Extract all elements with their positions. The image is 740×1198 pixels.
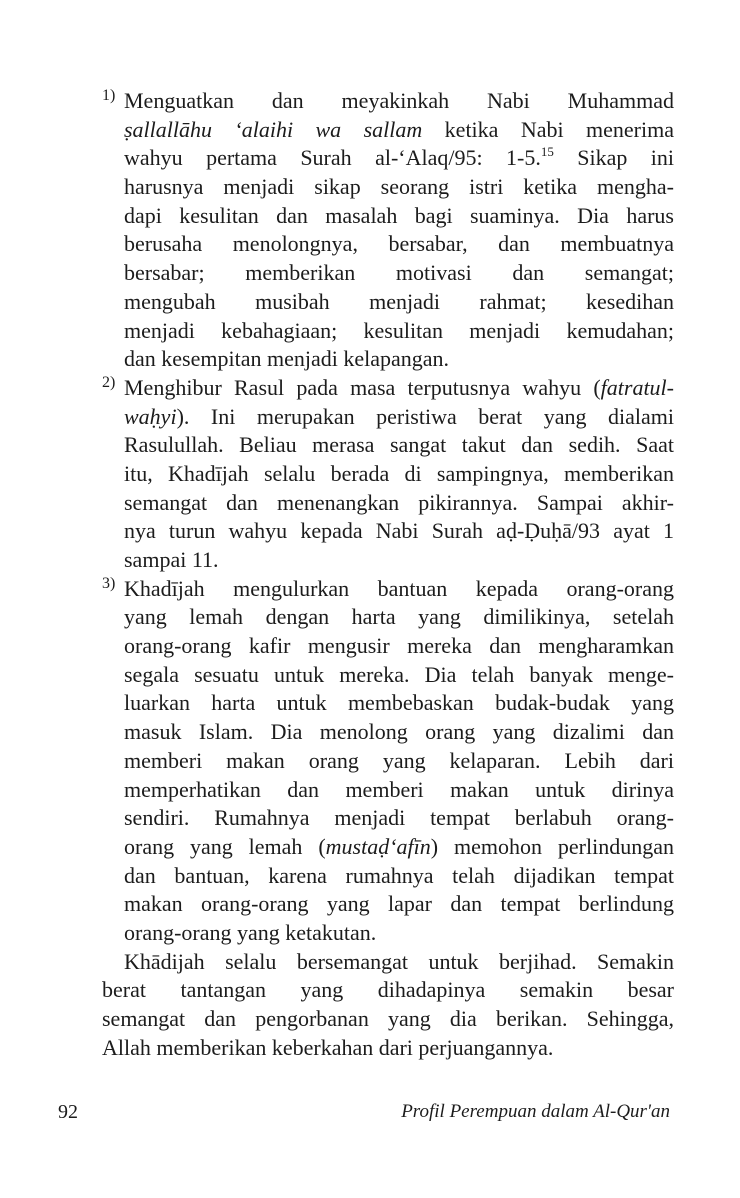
text-line: makan orang-orang yang lapar dan tempat berlindung xyxy=(124,891,674,917)
text-line: nya turun wahyu kepada Nabi Surah aḍ-Ḍuḥā/93 ayat 1 xyxy=(124,518,674,544)
text-line: wahyu pertama Surah al-‘Alaq/95: 1-5.15 Sikap ini xyxy=(124,144,674,171)
running-title: Profil Perempuan dalam Al-Qur'an xyxy=(401,1101,670,1122)
text-line: Menguatkan dan meyakinkah Nabi Muhammad xyxy=(124,88,674,113)
text-line: yang lemah dengan harta yang dimilikinya, setelah xyxy=(124,604,674,630)
page-number: 92 xyxy=(58,1101,78,1123)
text-line: itu, Khadījah selalu berada di sampingnya, memberikan xyxy=(124,460,674,486)
text-line: dan bantuan, karena rumahnya telah dijadikan tempat xyxy=(124,862,674,888)
text-line: dapi kesulitan dan masalah bagi suaminya. Dia harus xyxy=(124,202,674,228)
text-line: menjadi kebahagiaan; kesulitan menjadi kemudahan; xyxy=(124,317,674,343)
text-line: bersabar; memberikan motivasi dan semangat; xyxy=(124,260,674,286)
text-line: Khādijah selalu bersemangat untuk berjihad. Semakin xyxy=(124,948,674,974)
italic-term: fatratul- xyxy=(600,374,674,400)
text-line: masuk Islam. Dia menolong orang yang dizalimi dan xyxy=(124,719,674,745)
text-line: dan kesempitan menjadi kelapangan. xyxy=(124,346,449,372)
text-line: mengubah musibah menjadi rahmat; kesedihan xyxy=(124,288,674,314)
text-line: semangat dan menenangkan pikirannya. Sampai akhir- xyxy=(124,489,674,515)
footnote-marker: 15 xyxy=(540,144,554,160)
text-line: Khadījah mengulurkan bantuan kepada orang-orang xyxy=(124,575,674,601)
list-item-2 xyxy=(102,374,674,575)
text-line: harusnya menjadi sikap seorang istri ketika mengha- xyxy=(124,174,674,200)
text-line: segala sesuatu untuk mereka. Dia telah banyak menge- xyxy=(124,661,674,687)
list-number: 2) xyxy=(102,373,116,391)
text-line: orang yang lemah (mustaḍ‘afīn) memohon perlindungan xyxy=(124,833,674,859)
text-line: sampai 11. xyxy=(124,547,219,572)
text-line: Allah memberikan keberkahan dari perjuangannya. xyxy=(102,1034,554,1060)
italic-term: waḥyi xyxy=(124,403,177,429)
text-line: orang-orang yang ketakutan. xyxy=(124,919,377,945)
italic-term: mustaḍ‘afīn xyxy=(325,833,431,859)
text-line: Menghibur Rasul pada masa terputusnya wahyu (fatratul- xyxy=(124,374,674,400)
text-line: sendiri. Rumahnya menjadi tempat berlabuh orang- xyxy=(124,805,674,831)
closing-paragraph xyxy=(102,948,674,1063)
list-item-3 xyxy=(102,575,674,948)
text-line: waḥyi). Ini merupakan peristiwa berat yang dialami xyxy=(124,403,674,429)
text-line: orang-orang kafir mengusir mereka dan mengharamkan xyxy=(124,633,674,659)
text-line: semangat dan pengorbanan yang dia berikan. Sehingga, xyxy=(102,1006,674,1031)
text-line: ṣallallāhu ‘alaihi wa sallam ketika Nabi menerima xyxy=(124,116,674,142)
text-line: memberi makan orang yang kelaparan. Lebih dari xyxy=(124,747,674,773)
italic-term: ṣallallāhu ‘alaihi wa sallam xyxy=(124,116,423,142)
page-footer xyxy=(58,1098,670,1126)
text-line: memperhatikan dan memberi makan untuk dirinya xyxy=(124,776,674,802)
text-line: berusaha menolongnya, bersabar, dan membuatnya xyxy=(124,231,674,257)
text-line: Rasulullah. Beliau merasa sangat takut dan sedih. Saat xyxy=(124,432,674,458)
page-body xyxy=(102,87,674,1062)
list-number: 1) xyxy=(102,87,116,104)
text-line: berat tantangan yang dihadapinya semakin besar xyxy=(102,977,674,1003)
text-line: luarkan harta untuk membebaskan budak-budak yang xyxy=(124,690,674,716)
list-number: 3) xyxy=(102,574,116,592)
list-item-1 xyxy=(102,87,674,374)
